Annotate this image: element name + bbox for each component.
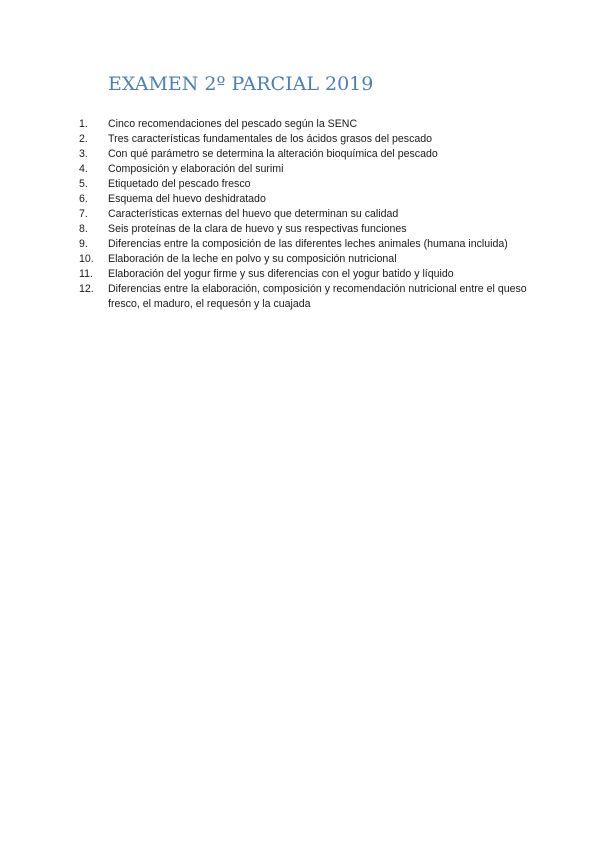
question-number-wrap — [0, 282, 104, 297]
question-number-wrap — [0, 192, 104, 207]
question-text: Etiquetado del pescado fresco — [108, 178, 251, 190]
question-text: Elaboración del yogur firme y sus diferencias con el yogur batido y líquido — [108, 268, 454, 280]
question-item — [0, 177, 600, 192]
question-number: 1. — [79, 118, 88, 130]
question-text: Tres características fundamentales de los ácidos grasos del pescado — [108, 133, 433, 145]
question-item — [0, 117, 600, 132]
question-number-wrap — [0, 237, 104, 252]
page-title: EXAMEN 2º PARCIAL 2019 — [108, 73, 374, 95]
question-number: 6. — [79, 193, 88, 205]
question-item — [0, 207, 600, 222]
question-item — [0, 222, 600, 237]
question-item — [0, 267, 600, 282]
question-number-wrap — [0, 117, 104, 132]
question-number: 8. — [79, 223, 88, 235]
question-number-wrap — [0, 147, 104, 162]
question-number-wrap — [0, 267, 104, 282]
question-number-wrap — [0, 177, 104, 192]
question-text: Diferencias entre la composición de las diferentes leches animales (humana incluida) — [108, 238, 508, 250]
question-number-wrap — [0, 252, 104, 267]
question-item — [0, 132, 600, 147]
question-number: 12. — [79, 283, 94, 295]
question-text: Características externas del huevo que determinan su calidad — [108, 208, 399, 220]
question-text: Elaboración de la leche en polvo y su composición nutricional — [108, 253, 397, 265]
question-number-wrap — [0, 132, 104, 147]
question-text: Con qué parámetro se determina la alteración bioquímica del pescado — [108, 148, 438, 160]
question-item — [0, 147, 600, 162]
question-item — [0, 162, 600, 177]
question-number: 4. — [79, 163, 88, 175]
question-text: Diferencias entre la elaboración, composición y recomendación nutricional entre el queso fresco, el maduro, el requesón y la cuajada — [108, 283, 527, 310]
question-number: 3. — [79, 148, 88, 160]
question-item — [0, 237, 600, 252]
question-number: 7. — [79, 208, 88, 220]
question-item — [0, 282, 600, 312]
question-text: Esquema del huevo deshidratado — [108, 193, 266, 205]
question-number-wrap — [0, 222, 104, 237]
question-number: 11. — [79, 268, 93, 280]
question-number: 2. — [79, 133, 88, 145]
question-number: 9. — [79, 238, 88, 250]
question-number: 5. — [79, 178, 88, 190]
question-list — [0, 117, 600, 312]
question-item — [0, 192, 600, 207]
question-number: 10. — [79, 253, 94, 265]
question-number-wrap — [0, 207, 104, 222]
question-item — [0, 252, 600, 267]
question-text: Seis proteínas de la clara de huevo y sus respectivas funciones — [108, 223, 407, 235]
question-text: Cinco recomendaciones del pescado según la SENC — [108, 118, 358, 130]
question-number-wrap — [0, 162, 104, 177]
question-text: Composición y elaboración del surimi — [108, 163, 284, 175]
